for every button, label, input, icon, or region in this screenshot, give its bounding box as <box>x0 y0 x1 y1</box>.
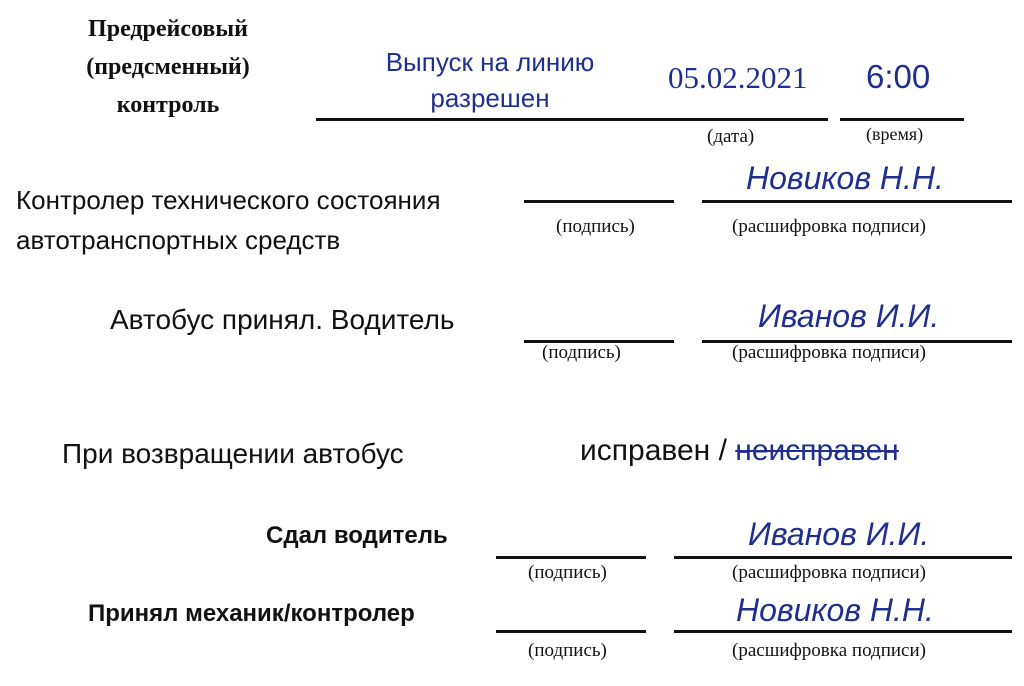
driver-accept-label: Автобус принял. Водитель <box>110 304 455 335</box>
inspector-signature-line <box>524 200 674 203</box>
time-caption: (время) <box>866 124 924 144</box>
inspector-signature-caption: (подпись) <box>556 216 635 237</box>
mechanic-accept-label: Принял механик/контролер <box>88 600 415 627</box>
return-status-faulty: неисправен <box>735 434 899 467</box>
return-status <box>580 434 899 468</box>
release-date-value: 05.02.2021 <box>668 60 808 95</box>
mechanic-accept-signature-caption: (подпись) <box>528 640 607 661</box>
driver-handover-name-caption: (расшифровка подписи) <box>732 562 926 583</box>
form-title-line2: (предсменный) <box>86 54 250 80</box>
inspector-name-value: Новиков Н.Н. <box>746 160 944 196</box>
form-title-line1: Предрейсовый <box>88 16 248 42</box>
inspector-name-line <box>702 200 1012 203</box>
driver-handover-signature-line <box>496 556 646 559</box>
release-time-value: 6:00 <box>866 58 931 95</box>
mechanic-accept-name-caption: (расшифровка подписи) <box>732 640 926 661</box>
mechanic-accept-name-value: Новиков Н.Н. <box>736 592 934 628</box>
driver-handover-label: Сдал водитель <box>266 522 448 549</box>
inspector-label-line2: автотранспортных средств <box>16 225 341 255</box>
return-status-separator: / <box>718 434 727 467</box>
return-status-ok: исправен <box>580 434 711 467</box>
inspector-name-caption: (расшифровка подписи) <box>732 216 926 237</box>
inspector-label-line1: Контролер технического состояния <box>16 185 441 215</box>
release-status-line2: разрешен <box>430 83 550 113</box>
release-status-line1: Выпуск на линию <box>385 47 595 77</box>
release-status <box>360 44 620 116</box>
form-title-line3: контроль <box>116 92 220 118</box>
inspector-label <box>16 180 441 260</box>
return-label: При возвращении автобус <box>62 438 404 469</box>
driver-accept-name-value: Иванов И.И. <box>758 298 940 334</box>
form-title <box>60 10 276 124</box>
release-date-line <box>316 118 828 121</box>
driver-handover-name-value: Иванов И.И. <box>748 516 930 552</box>
driver-handover-name-line <box>674 556 1012 559</box>
date-caption: (дата) <box>707 126 755 147</box>
mechanic-accept-signature-line <box>496 630 646 633</box>
driver-accept-name-caption: (расшифровка подписи) <box>732 342 926 363</box>
release-time-line <box>840 118 964 121</box>
mechanic-accept-name-line <box>674 630 1012 633</box>
driver-handover-signature-caption: (подпись) <box>528 562 607 583</box>
driver-accept-signature-caption: (подпись) <box>542 342 621 363</box>
